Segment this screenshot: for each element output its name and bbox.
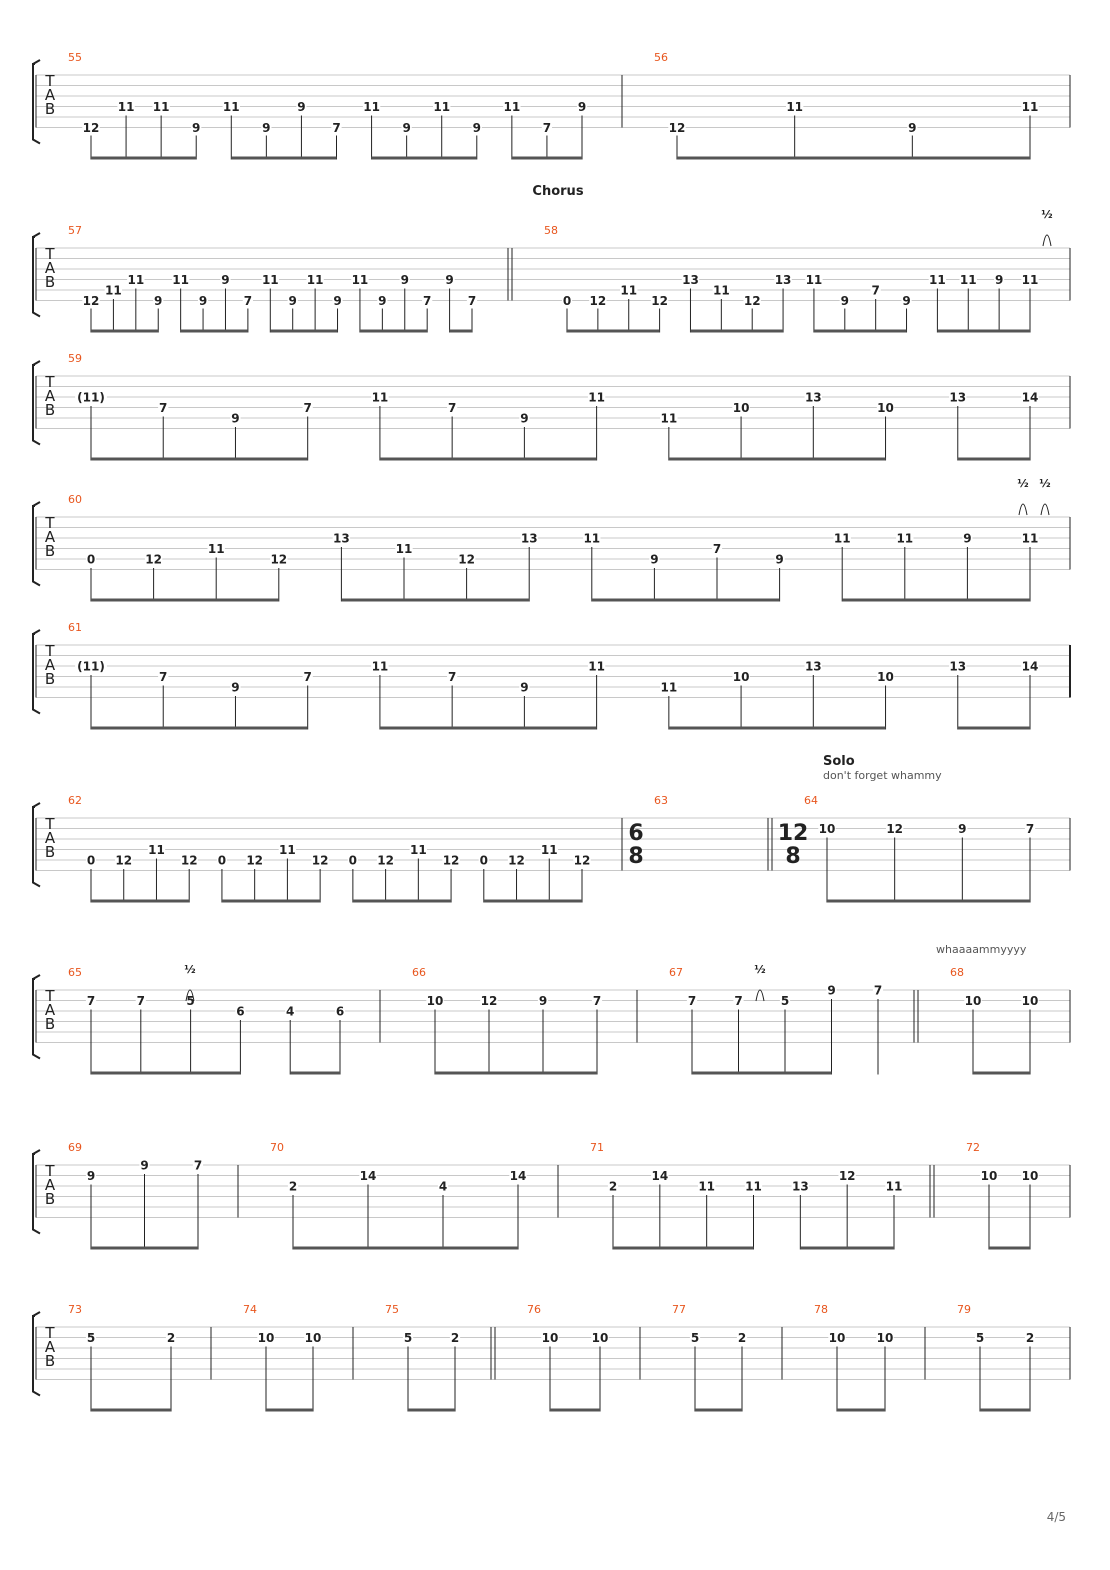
fret-number: 9 (192, 121, 201, 135)
fret-number: 10 (732, 401, 750, 415)
tab-clef-letter: A (44, 1176, 56, 1194)
fret-number: 0 (479, 853, 488, 868)
fret-number: 9 (520, 680, 529, 695)
fret-number: 0 (562, 294, 572, 308)
beam (613, 1247, 754, 1250)
fret-number: 11 (660, 411, 678, 426)
fret-number: 11 (279, 843, 296, 857)
fret-number: 12 (82, 121, 100, 135)
fret-number: 12 (886, 822, 904, 836)
fret-number: 12 (743, 294, 761, 308)
tab-clef-letter: T (45, 1324, 55, 1342)
fret-number: 9 (650, 552, 659, 567)
fret-number: 9 (775, 552, 784, 567)
fret-number: 12 (270, 552, 288, 567)
beam (690, 330, 783, 333)
fret-number: 2 (1025, 1331, 1035, 1345)
fret-number: 10 (818, 822, 836, 836)
tab-clef-letter: T (45, 987, 55, 1005)
measure-number: 56 (654, 51, 668, 64)
fret-number: 9 (86, 1169, 96, 1183)
beam (270, 330, 337, 333)
tab-clef-letter: B (44, 1352, 56, 1370)
fret-number: 7 (1025, 822, 1035, 836)
beam (435, 1072, 597, 1075)
tab-clef-letter: A (44, 829, 56, 847)
fret-number: 6 (236, 1004, 245, 1019)
fret-number: 13 (774, 273, 792, 287)
fret-number: 11 (172, 273, 189, 287)
system-bracket (33, 803, 40, 807)
fret-number: 14 (359, 1169, 377, 1183)
time-signature-bottom: 8 (628, 844, 644, 869)
beam (692, 1072, 832, 1075)
whammy-note: whaaaammyyyy (936, 943, 1027, 956)
fret-number: 0 (86, 552, 96, 567)
fret-number: 11 (929, 273, 946, 287)
measure-number: 74 (243, 1303, 257, 1316)
fret-number: 2 (288, 1179, 298, 1194)
fret-number: 12 (508, 853, 525, 868)
fret-number: 7 (687, 994, 697, 1008)
fret-number: 12 (115, 853, 133, 868)
fret-number: 12 (458, 552, 475, 567)
system-bracket (33, 975, 40, 979)
fret-number: 9 (908, 121, 917, 135)
beam (937, 330, 1030, 333)
measure-number: 60 (68, 493, 82, 506)
fret-number: 9 (520, 411, 529, 426)
beam (837, 1409, 885, 1412)
fret-number: 12 (180, 853, 198, 868)
fret-number: 14 (509, 1169, 527, 1183)
beam (91, 1409, 171, 1412)
fret-number: 11 (148, 843, 165, 857)
beam (958, 727, 1030, 730)
fret-number: 7 (303, 401, 312, 415)
fret-number: 11 (959, 273, 977, 287)
measure-number: 79 (957, 1303, 971, 1316)
fret-number: 11 (351, 273, 369, 287)
fret-number: 7 (871, 283, 880, 298)
fret-number: 12 (246, 853, 264, 868)
beam (91, 1247, 198, 1250)
fret-number: 9 (221, 273, 230, 287)
fret-number: 11 (698, 1179, 716, 1194)
fret-number: 2 (608, 1179, 618, 1194)
beam (450, 330, 472, 333)
tab-system (33, 60, 1070, 160)
measure-number: 69 (68, 1141, 82, 1154)
fret-number: 12 (573, 853, 591, 868)
fret-number: 9 (402, 121, 411, 135)
fret-number: 10 (257, 1331, 275, 1345)
fret-number: 7 (159, 401, 168, 415)
fret-number: 6 (335, 1004, 345, 1019)
fret-number: 11 (588, 659, 605, 674)
fret-number: 10 (1021, 1169, 1039, 1183)
beam (91, 1072, 240, 1075)
fret-number: 10 (426, 994, 444, 1008)
beam (592, 599, 780, 602)
bend-arrow (1041, 504, 1049, 515)
beam (91, 157, 196, 160)
fret-number: 11 (833, 531, 851, 546)
fret-number: 9 (333, 294, 342, 308)
beam (958, 458, 1030, 461)
measure-number: 77 (672, 1303, 686, 1316)
fret-number: 11 (1021, 531, 1039, 546)
beam (800, 1247, 894, 1250)
fret-number: 11 (371, 659, 389, 674)
measure-number: 66 (412, 966, 426, 979)
beam (989, 1247, 1030, 1250)
tab-clef-letter: T (45, 373, 55, 391)
fret-number: 11 (885, 1179, 903, 1194)
beam (372, 157, 477, 160)
fret-number: 11 (540, 843, 558, 857)
fret-number: 5 (186, 994, 195, 1008)
tab-clef-letter: B (44, 670, 56, 688)
fret-number: 5 (975, 1331, 985, 1345)
fret-number: 9 (231, 411, 240, 426)
bend-half-label: ½ (184, 963, 196, 976)
fret-number: 10 (591, 1331, 609, 1345)
fret-number: 11 (306, 273, 324, 287)
system-bracket (33, 1150, 40, 1154)
fret-number: 5 (86, 1331, 96, 1345)
beam (814, 330, 907, 333)
fret-number: 7 (332, 121, 341, 135)
tab-clef-letter: A (44, 528, 56, 546)
measure-number: 59 (68, 352, 82, 365)
fret-number: 11 (583, 531, 601, 546)
fret-number: 13 (804, 659, 822, 674)
fret-number: 9 (262, 121, 271, 135)
measure-number: 57 (68, 224, 82, 237)
beam (669, 727, 886, 730)
fret-number: 9 (840, 294, 849, 308)
fret-number: 7 (422, 294, 432, 308)
fret-number: 9 (288, 294, 297, 308)
fret-number: 10 (980, 1169, 998, 1183)
measure-number: 75 (385, 1303, 399, 1316)
bend-arrow (756, 990, 764, 1001)
fret-number: 11 (712, 283, 730, 298)
time-signature-bottom: 8 (785, 844, 801, 869)
beam (231, 157, 336, 160)
fret-number: 7 (467, 294, 477, 308)
tab-system (33, 502, 1070, 602)
fret-number: 10 (541, 1331, 559, 1345)
tab-clef-letter: B (44, 843, 56, 861)
measure-number: 72 (966, 1141, 980, 1154)
system-bracket (33, 233, 40, 237)
beam (484, 900, 582, 903)
beam (408, 1409, 455, 1412)
tab-clef-letter: A (44, 656, 56, 674)
tab-clef-letter: T (45, 245, 55, 263)
page-number: 4/5 (1046, 1510, 1066, 1524)
fret-number: 9 (902, 294, 911, 308)
measure-number: 63 (654, 794, 668, 807)
fret-number: 9 (154, 294, 163, 308)
fret-number: 12 (442, 853, 460, 868)
beam (567, 330, 660, 333)
fret-number: 9 (958, 822, 967, 836)
fret-number: 10 (1021, 994, 1039, 1008)
measure-number: 71 (590, 1141, 604, 1154)
beam (91, 330, 158, 333)
fret-number: 11 (371, 390, 389, 405)
system-bracket (33, 630, 40, 634)
tab-clef-letter: A (44, 1338, 56, 1356)
tab-clef-letter: B (44, 1015, 56, 1033)
tab-clef-letter: A (44, 387, 56, 405)
fret-number: 11 (620, 283, 638, 298)
beam (91, 458, 308, 461)
system-bracket (33, 502, 40, 506)
fret-number: 13 (804, 390, 822, 405)
fret-number: 9 (827, 983, 836, 998)
fret-number: 11 (363, 100, 380, 114)
fret-number: 2 (450, 1331, 460, 1345)
fret-number: 9 (963, 531, 972, 546)
system-bracket (33, 361, 40, 365)
fret-number: 9 (198, 294, 208, 308)
fret-number: 4 (438, 1179, 448, 1194)
tab-clef-letter: A (44, 259, 56, 277)
beam (353, 900, 451, 903)
fret-number: 7 (193, 1158, 203, 1173)
fret-number: 5 (403, 1331, 413, 1345)
beam (380, 727, 597, 730)
fret-number: 10 (304, 1331, 322, 1345)
section-label-solo: Solo (823, 754, 855, 769)
measure-number: 62 (68, 794, 82, 807)
fret-number: 11 (127, 273, 145, 287)
bend-half-label: ½ (1041, 208, 1053, 221)
tab-clef-letter: T (45, 514, 55, 532)
fret-number: 7 (447, 670, 457, 684)
fret-number: 13 (949, 659, 967, 674)
fret-number: 10 (877, 670, 894, 684)
fret-number: 11 (1021, 100, 1039, 114)
section-label-chorus: Chorus (532, 184, 584, 199)
fret-number: 14 (1021, 659, 1039, 674)
fret-number: (11) (77, 659, 105, 674)
fret-number: 11 (896, 531, 914, 546)
fret-number: 11 (1021, 273, 1039, 287)
fret-number: 7 (592, 994, 602, 1008)
fret-number: 7 (542, 121, 552, 135)
beam (341, 599, 529, 602)
system-bracket (33, 1312, 40, 1316)
beam (550, 1409, 600, 1412)
beam (695, 1409, 742, 1412)
tab-system (33, 1150, 1070, 1250)
measure-number: 55 (68, 51, 82, 64)
fret-number: 7 (712, 542, 722, 556)
fret-number: 10 (964, 994, 982, 1008)
fret-number: 9 (378, 294, 387, 308)
fret-number: 9 (231, 680, 240, 695)
fret-number: (11) (77, 390, 105, 405)
fret-number: 7 (873, 983, 883, 998)
measure-number: 70 (270, 1141, 284, 1154)
beam (293, 1247, 518, 1250)
fret-number: 12 (668, 121, 686, 135)
fret-number: 9 (577, 100, 587, 114)
beam (380, 458, 597, 461)
fret-number: 11 (588, 390, 605, 405)
tab-clef-letter: T (45, 1162, 55, 1180)
fret-number: 5 (690, 1331, 700, 1345)
fret-number: 9 (994, 273, 1004, 287)
fret-number: 11 (222, 100, 240, 114)
fret-number: 11 (805, 273, 823, 287)
measure-number: 67 (669, 966, 683, 979)
tab-clef-letter: A (44, 86, 56, 104)
beam (669, 458, 886, 461)
fret-number: 11 (207, 542, 225, 556)
tab-system (33, 630, 1070, 730)
fret-number: 0 (217, 853, 227, 868)
fret-number: 4 (286, 1004, 295, 1019)
fret-number: 10 (877, 401, 894, 415)
fret-number: 11 (117, 100, 135, 114)
fret-number: 13 (791, 1179, 809, 1194)
bend-half-label: ½ (1039, 477, 1051, 490)
fret-number: 9 (538, 994, 548, 1008)
fret-number: 12 (377, 853, 394, 868)
fret-number: 11 (261, 273, 279, 287)
fret-number: 14 (1021, 390, 1039, 405)
tab-clef-letter: B (44, 273, 56, 291)
time-signature-top: 6 (628, 821, 644, 846)
tab-system (33, 1312, 1070, 1412)
fret-number: 5 (780, 994, 790, 1008)
beam (677, 157, 1030, 160)
fret-number: 11 (786, 100, 804, 114)
bend-arrow (1043, 235, 1051, 246)
beam (91, 599, 279, 602)
fret-number: 13 (333, 531, 350, 546)
fret-number: 11 (660, 680, 678, 695)
measure-number: 68 (950, 966, 964, 979)
beam (181, 330, 248, 333)
fret-number: 7 (303, 670, 312, 684)
fret-number: 2 (166, 1331, 176, 1345)
fret-number: 13 (520, 531, 538, 546)
beam (222, 900, 320, 903)
fret-number: 7 (447, 401, 457, 415)
bend-arrow (1019, 504, 1027, 515)
time-signature-top: 12 (777, 821, 809, 846)
fret-number: 12 (589, 294, 607, 308)
fret-number: 11 (745, 1179, 762, 1194)
tab-clef-letter: B (44, 401, 56, 419)
beam (266, 1409, 313, 1412)
fret-number: 7 (243, 294, 253, 308)
fret-number: 14 (651, 1169, 669, 1183)
fret-number: 0 (348, 853, 358, 868)
fret-number: 9 (472, 121, 481, 135)
measure-number: 65 (68, 966, 82, 979)
tab-clef-letter: B (44, 100, 56, 118)
measure-number: 78 (814, 1303, 828, 1316)
tab-clef-letter: T (45, 72, 55, 90)
beam (91, 727, 308, 730)
fret-number: 9 (445, 273, 454, 287)
fret-number: 7 (136, 994, 145, 1008)
tab-clef-letter: T (45, 642, 55, 660)
system-bracket (33, 60, 40, 64)
fret-number: 12 (838, 1169, 856, 1183)
fret-number: 12 (82, 294, 100, 308)
beam (980, 1409, 1030, 1412)
tab-system (33, 975, 1070, 1075)
beam (842, 599, 1030, 602)
tab-clef-letter: A (44, 1001, 56, 1019)
measure-number: 61 (68, 621, 82, 634)
fret-number: 10 (732, 670, 750, 684)
bend-half-label: ½ (1017, 477, 1029, 490)
fret-number: 12 (480, 994, 498, 1008)
fret-number: 11 (433, 100, 451, 114)
fret-number: 0 (86, 853, 96, 868)
fret-number: 12 (145, 552, 162, 567)
measure-number: 64 (804, 794, 818, 807)
fret-number: 7 (734, 994, 743, 1008)
fret-number: 2 (737, 1331, 747, 1345)
solo-note: don't forget whammy (823, 769, 942, 782)
fret-number: 13 (949, 390, 967, 405)
tab-system (33, 361, 1070, 461)
fret-number: 9 (400, 273, 409, 287)
beam (290, 1072, 340, 1075)
fret-number: 9 (297, 100, 306, 114)
fret-number: 7 (159, 670, 168, 684)
measure-number: 73 (68, 1303, 82, 1316)
fret-number: 7 (86, 994, 96, 1008)
fret-number: 12 (651, 294, 668, 308)
fret-number: 11 (152, 100, 170, 114)
fret-number: 9 (140, 1158, 149, 1173)
fret-number: 10 (828, 1331, 846, 1345)
fret-number: 11 (409, 843, 427, 857)
fret-number: 11 (395, 542, 413, 556)
measure-number: 76 (527, 1303, 541, 1316)
tab-clef-letter: T (45, 815, 55, 833)
fret-number: 12 (311, 853, 329, 868)
fret-number: 10 (876, 1331, 894, 1345)
tab-clef-letter: B (44, 1190, 56, 1208)
beam (360, 330, 427, 333)
fret-number: 13 (682, 273, 699, 287)
beam (91, 900, 189, 903)
measure-number: 58 (544, 224, 558, 237)
beam (827, 900, 1030, 903)
beam (512, 157, 582, 160)
tab-clef-letter: B (44, 542, 56, 560)
fret-number: 11 (105, 283, 122, 298)
beam (973, 1072, 1030, 1075)
fret-number: 11 (503, 100, 521, 114)
bend-half-label: ½ (754, 963, 766, 976)
